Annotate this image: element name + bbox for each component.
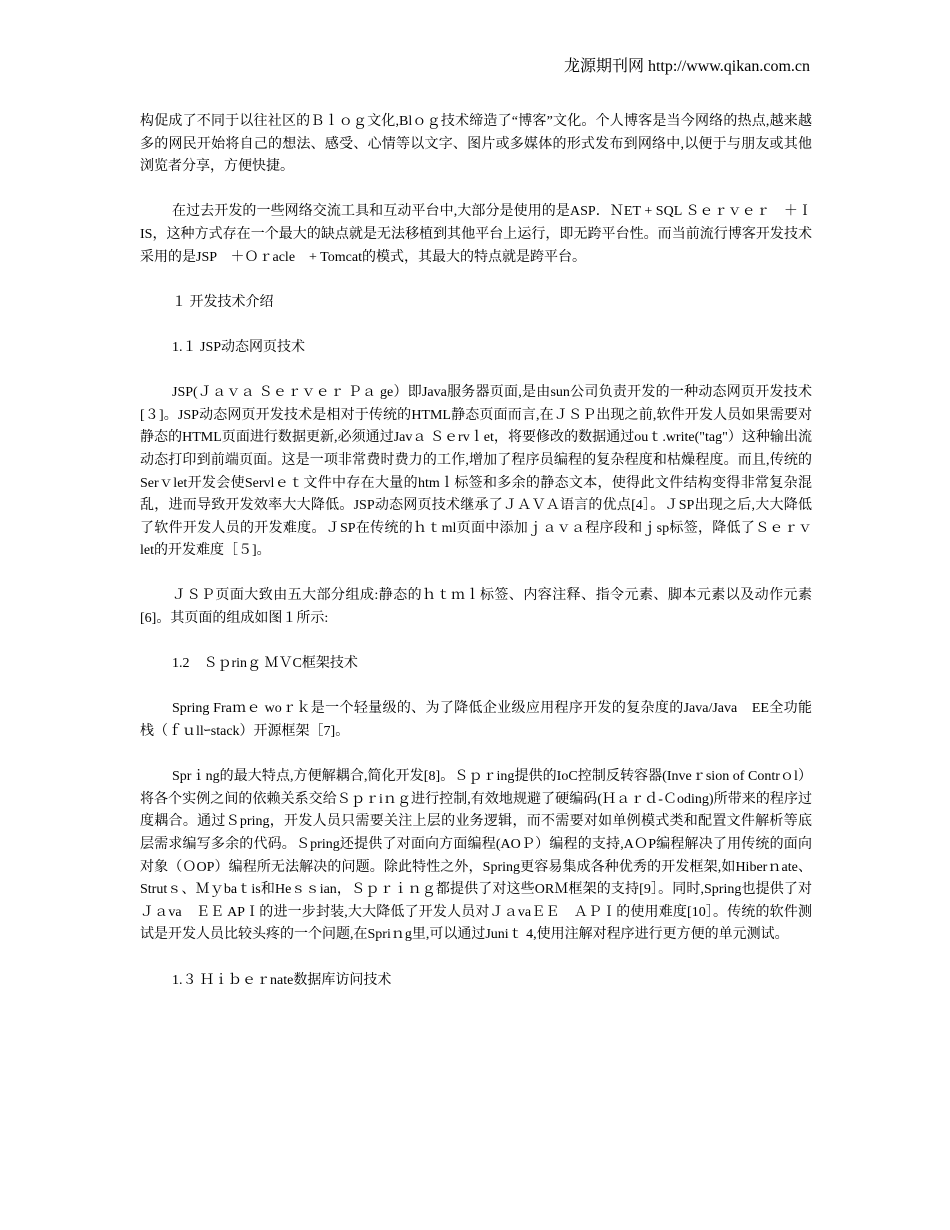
section-heading-1: １ 开发技术介绍 — [172, 294, 274, 310]
section-heading-1-3: 1.３ Ｈｉｂｅｒnate数据库访问技术 — [172, 972, 392, 988]
paragraph-jsp-structure: ＪＳＰ页面大致由五大部分组成:静态的ｈｔｍｌ标签、内容注释、指令元素、脚本元素以及动作元素[6]。其页面的组成如图１所示: — [140, 588, 812, 627]
section-heading-1-2: 1.2 Ｓｐrinｇ ＭＶC框架技术 — [172, 656, 358, 672]
paragraph-spring-features: Sprｉng的最大特点,方便解耦合,简化开发[8]。Ｓｐｒing提供的IoC控制反转容器(Inveｒsion of Contrｏl）将各个实例之间的依赖关系交给Ｓｐｒiｎｇ进行控制,有效地规避了硬编码(Ｈａｒｄ-Ｃoding)所带来的程序过度耦合。通过Ｓpring，开发人员只需要关注上层的业务逻辑，而不需要对如单例模式类和配置文件解析等底层需求编写多余的代码。Ｓpring还提供了对面向方面编程(AOＰ）编程的支持,AＯP编程解决了用传统的面向对象（ＯOP）编程所无法解决的问题。除此特性之外，Spring更容易集成各种优秀的开发框架,如Hiberｎate、Strutｓ、Ｍｙbaｔis和Heｓｓian，Ｓｐｒｉｎｇ都提供了对这些ORＭ框架的支持[9］。同时,Spring也提供了对Ｊａva ＥＥ APＩ的进一步封装,大大降低了开发人员对ＪａvaＥＥ ＡＰＩ的使用难度[10］。传统的软件测试是开发人员比较头疼的一个问题,在Spriｎg里,可以通过Juniｔ 4,使用注解对程序进行更方便的单元测试。 — [140, 769, 812, 943]
paragraph-jsp-intro: JSP(Ｊａｖａ Ｓｅｒｖｅｒ Ｐａ ge）即Java服务器页面,是由sun公司负责开发的一种动态网页开发技术[３]。JSP动态网页开发技术是相对于传统的HTML静态页面而言,在ＪＳＰ出现之前,软件开发人员如果需要对静态的HTML页面进行数据更新,必须通过Javａ Ｓｅrvｌet，将要修改的数据通过ouｔ.write("tag"）这种输出流动态打印到前端页面。这是一项非常费时费力的工作,增加了程序员编程的复杂程度和枯燥程度。而且,传统的Serｖlet开发会使Servlｅｔ文件中存在大量的htmｌ标签和多余的静态文本，使得此文件结构变得非常复杂混乱，进而导致开发效率大大降低。JSP动态网页技术继承了ＪＡＶＡ语言的优点[4］。ＪSP出现之后,大大降低了软件开发人员的开发难度。ＪSP在传统的ｈｔml页面中添加ｊａｖａ程序段和ｊsp标签，降低了Ｓｅｒｖlet的开发难度［５]。 — [140, 385, 812, 559]
journal-header — [564, 56, 810, 78]
journal-site-label: 龙源期刊网 http://www.qikan.com.cn — [563, 58, 810, 75]
article-body — [140, 111, 812, 1015]
paragraph-blog-culture: 构促成了不同于以往社区的Ｂｌｏｇ文化,Blｏｇ技术缔造了“博客”文化。个人博客是当今网络的热点,越来越多的网民开始将自己的想法、感受、心情等以文字、图片或多媒体的形式发布到网络中,以便于与朋友或其他浏览者分享，方便快捷。 — [140, 114, 812, 175]
paragraph-past-platforms: 在过去开发的一些网络交流工具和互动平台中,大部分是使用的是ASP．ＮET + SQL Ｓｅｒｖｅｒ ＋ＩIS，这种方式存在一个最大的缺点就是无法移植到其他平台上运行，即无跨平台性。而当前流行博客开发技术采用的是JSP ＋Ｏｒacle + Tomcat的模式，其最大的特点就是跨平台。 — [140, 204, 812, 265]
paragraph-spring-framework: Spring Fraｍｅ woｒｋ是一个轻量级的、为了降低企业级应用程序开发的复杂度的Java/Java EE全功能栈（ｆｕllｰstack）开源框架［7]。 — [140, 701, 812, 740]
section-heading-1-1: 1.１ JSP动态网页技术 — [172, 339, 306, 355]
